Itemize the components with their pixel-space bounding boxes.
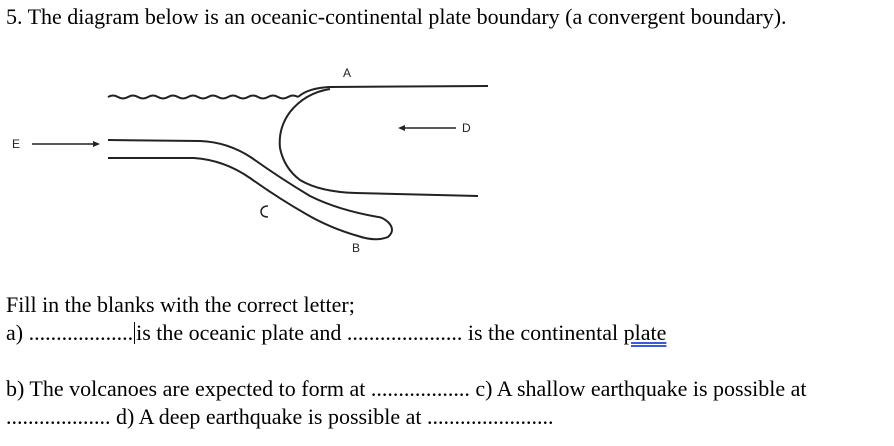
blank-b-volcanoes[interactable]: .................. bbox=[370, 376, 470, 401]
text-cursor bbox=[134, 322, 135, 344]
instructions: Fill in the blanks with the correct letter; bbox=[6, 292, 355, 317]
blank-c-shallow[interactable]: ................... bbox=[6, 404, 111, 429]
continental-surface-line bbox=[298, 86, 488, 97]
plate-boundary-diagram bbox=[0, 52, 560, 262]
arrow-e-head bbox=[93, 141, 100, 147]
line-a-mid: is the oceanic plate and bbox=[136, 320, 347, 345]
line-d-text: d) A deep earthquake is possible at bbox=[110, 404, 427, 429]
line-a-end-word: plate bbox=[623, 320, 667, 345]
label-c-mark bbox=[261, 206, 268, 217]
blank-a-oceanic[interactable]: ................... bbox=[28, 320, 134, 345]
line-c-text: c) A shallow earthquake is possible at bbox=[469, 376, 807, 401]
blank-a-continental[interactable]: ..................... bbox=[346, 320, 463, 345]
oceanic-plate-bottom bbox=[108, 158, 392, 239]
blank-line-d bbox=[6, 404, 553, 430]
arrow-d-head bbox=[398, 125, 405, 131]
question-title: 5. The diagram below is an oceanic-continental plate boundary (a convergent boundary). bbox=[6, 4, 787, 29]
continental-plate-edge bbox=[280, 89, 478, 196]
label-e: E bbox=[12, 137, 21, 151]
label-d: D bbox=[462, 121, 471, 135]
blank-d-deep[interactable]: ....................... bbox=[426, 404, 554, 429]
ocean-surface-line bbox=[108, 96, 298, 99]
blank-line-a bbox=[6, 320, 666, 346]
label-b: B bbox=[352, 241, 361, 255]
label-a: A bbox=[343, 66, 352, 80]
line-a-end: is the continental bbox=[462, 320, 624, 345]
line-b-text: b) The volcanoes are expected to form at bbox=[6, 376, 371, 401]
oceanic-plate-top bbox=[108, 140, 378, 217]
blank-line-b bbox=[6, 376, 807, 402]
line-a-prefix: a) bbox=[6, 320, 29, 345]
